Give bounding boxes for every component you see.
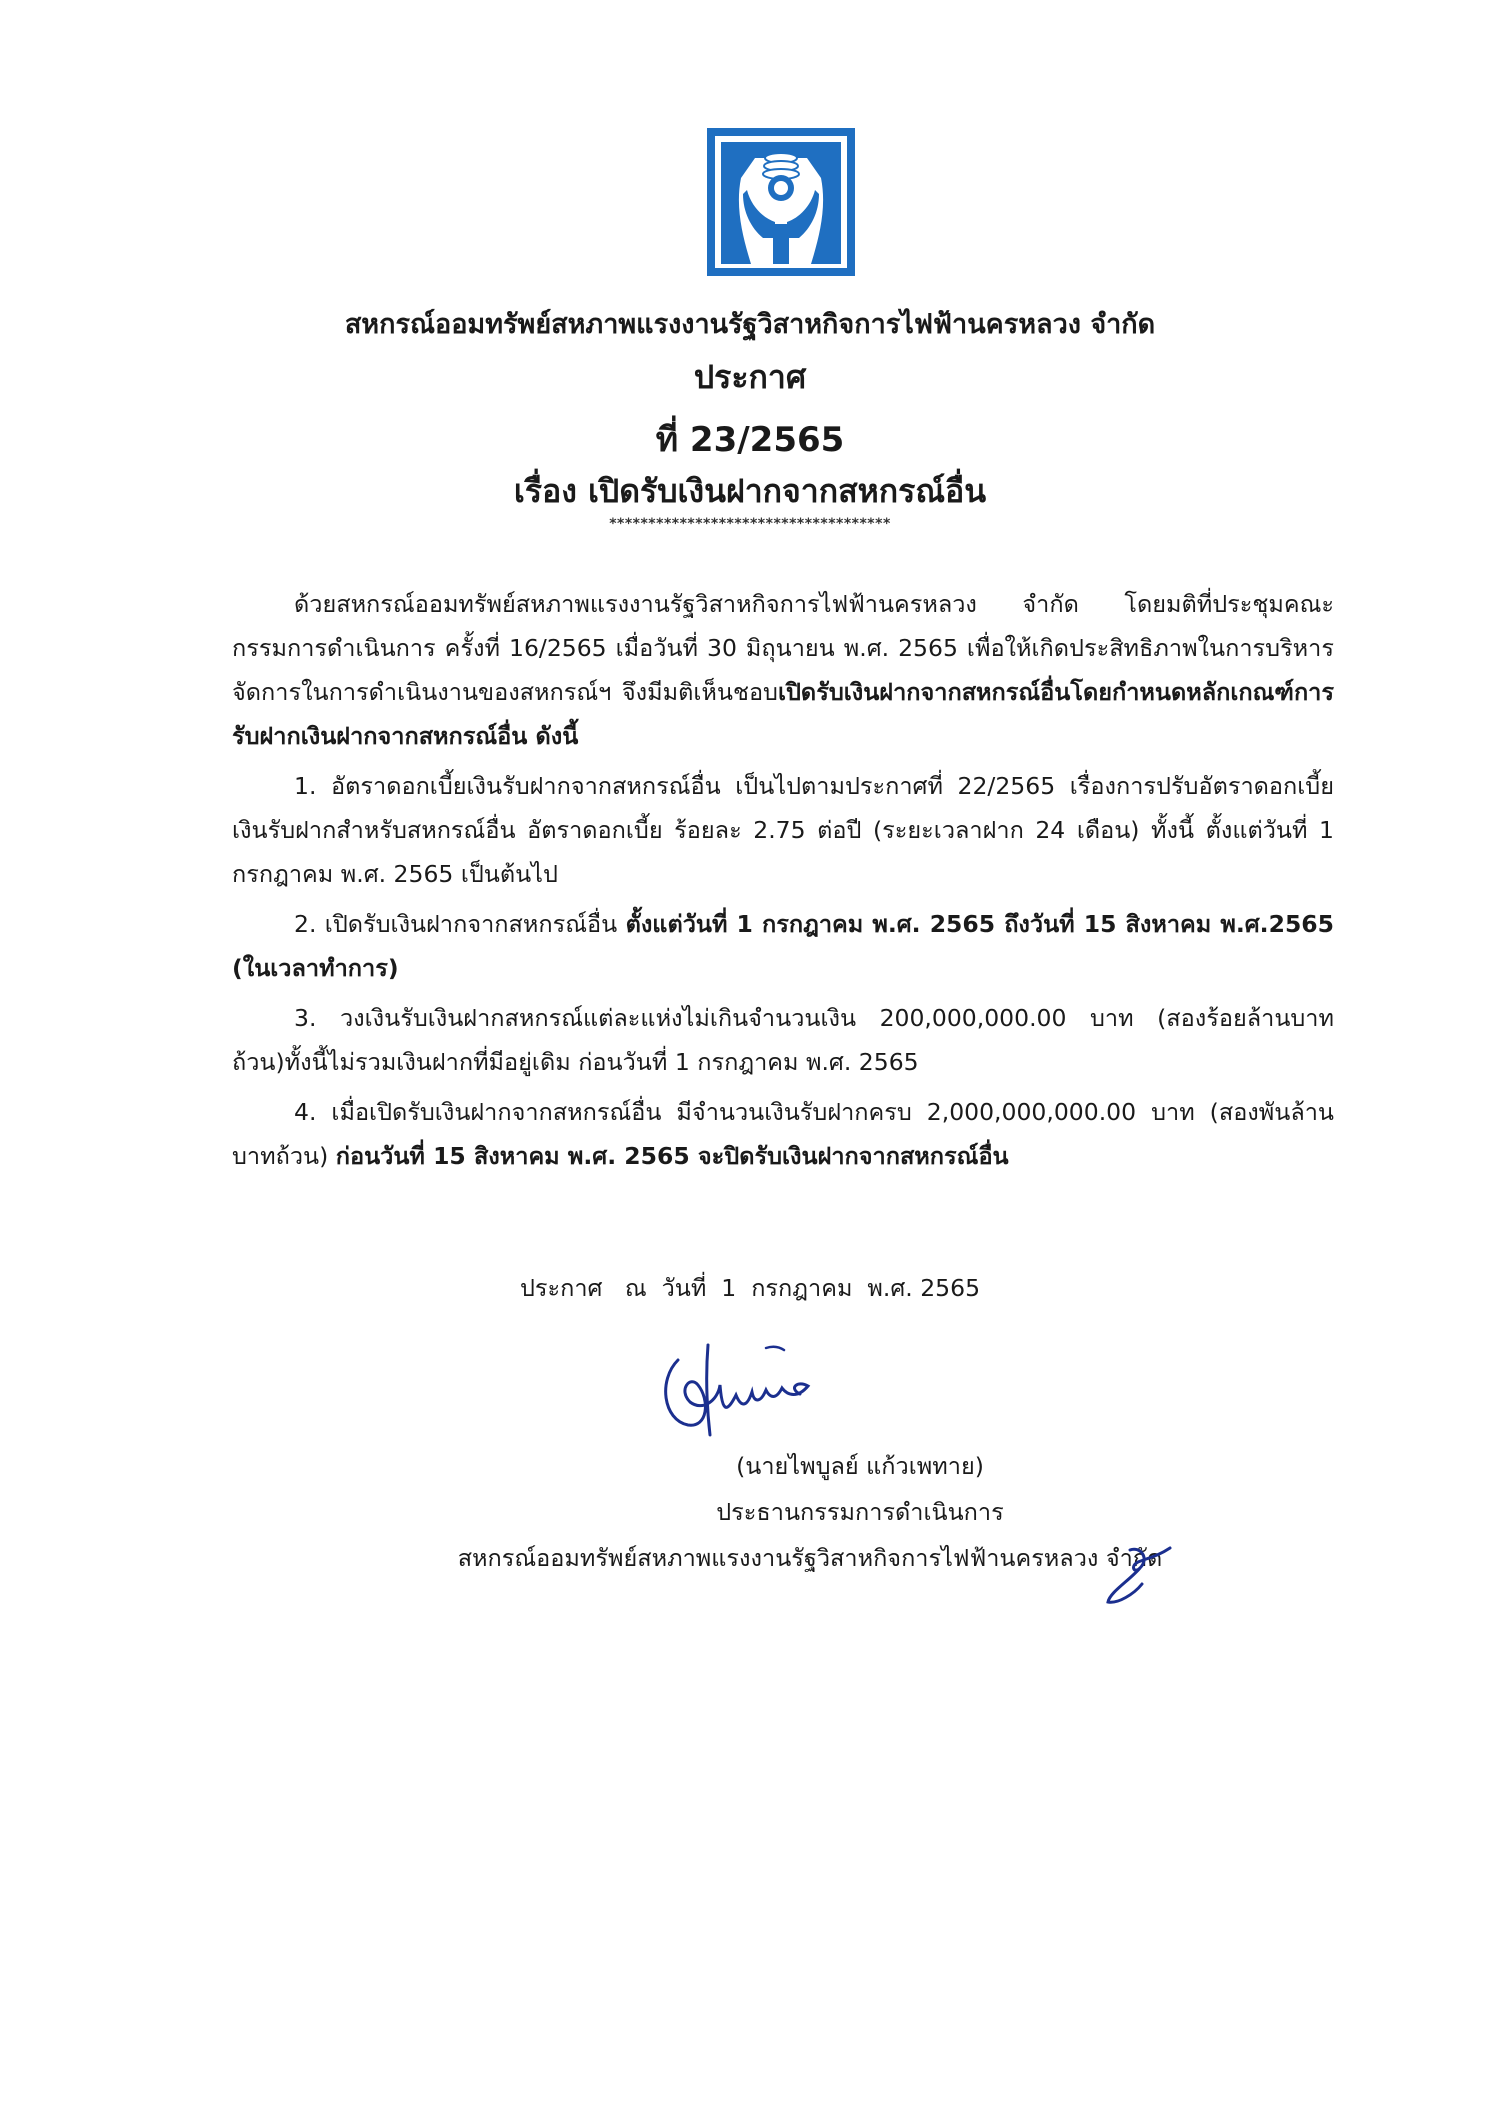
item-4-text: 4. เมื่อเปิดรับเงินฝากจากสหกรณ์อื่น มีจำนวนเงินรับฝากครบ 2,000,000,000.00 บาท (สองพันล้านบาทถ้วน) (232, 1098, 1334, 1170)
signatory-name: (นายไพบูลย์ แก้วเพทาย) (736, 1452, 984, 1480)
organization-title: สหกรณ์ออมทรัพย์สหภาพแรงงานรัฐวิสาหกิจการไฟฟ้านครหลวง จำกัด (344, 309, 1156, 340)
intro-bold-text: เปิดรับเงินฝากจากสหกรณ์อื่นโดยกำหนดหลักเกณฑ์การรับฝากเงินฝากจากสหกรณ์อื่น ดังนี้ (232, 678, 1334, 750)
signatory-organization: สหกรณ์ออมทรัพย์สหภาพแรงงานรัฐวิสาหกิจการไฟฟ้านครหลวง จำกัด (457, 1544, 1163, 1572)
item-4-bold-text: ก่อนวันที่ 15 สิงหาคม พ.ศ. 2565 จะปิดรับเงินฝากจากสหกรณ์อื่น (335, 1142, 1009, 1170)
announcement-body (232, 582, 1334, 1184)
item-2-text: 2. เปิดรับเงินฝากจากสหกรณ์อื่น (294, 910, 626, 938)
initial-mark (1100, 1540, 1180, 1612)
item-1 (232, 764, 1334, 896)
initials-icon (1100, 1540, 1180, 1612)
item-1-text: 1. อัตราดอกเบี้ยเงินรับฝากจากสหกรณ์อื่น เป็นไปตามประกาศที่ 22/2565 เรื่องการปรับอัตราดอกเบี้ยเงินรับฝากสำหรับสหกรณ์อื่น อัตราดอกเบี้ย ร้อยละ 2.75 ต่อปี (ระยะเวลาฝาก 24 เดือน) ทั้งนี้ ตั้งแต่วันที่ 1 กรกฎาคม พ.ศ. 2565 เป็นต้นไป (232, 772, 1334, 888)
item-4 (232, 1090, 1334, 1178)
item-2 (232, 902, 1334, 990)
item-2-bold-text: ตั้งแต่วันที่ 1 กรกฎาคม พ.ศ. 2565 ถึงวันที่ 15 สิงหาคม พ.ศ.2565 (ในเวลาทำการ) (232, 910, 1335, 982)
asterisk-divider: ************************************ (609, 516, 891, 532)
announcement-number: ที่ 23/2565 (655, 420, 845, 460)
announcement-subject: เรื่อง เปิดรับเงินฝากจากสหกรณ์อื่น (513, 472, 987, 510)
signature-icon (648, 1340, 838, 1450)
handwritten-signature (648, 1340, 838, 1450)
signatory-position: ประธานกรรมการดำเนินการ (716, 1498, 1004, 1526)
intro-paragraph (232, 582, 1334, 758)
announcement-date: ประกาศ ณ วันที่ 1 กรกฎาคม พ.ศ. 2565 (519, 1274, 981, 1302)
item-3 (232, 996, 1334, 1084)
intro-text: ด้วยสหกรณ์ออมทรัพย์สหภาพแรงงานรัฐวิสาหกิจการไฟฟ้านครหลวง จำกัด โดยมติที่ประชุมคณะกรรมการดำเนินการ ครั้งที่ 16/2565 เมื่อวันที่ 30 มิถุนายน พ.ศ. 2565 เพื่อให้เกิดประสิทธิภาพในการบริหารจัดการในการดำเนินงานของสหกรณ์ฯ จึงมีมติเห็นชอบ (232, 590, 1334, 706)
item-3-text: 3. วงเงินรับเงินฝากสหกรณ์แต่ละแห่งไม่เกินจำนวนเงิน 200,000,000.00 บาท (สองร้อยล้านบาทถ้วน)ทั้งนี้ไม่รวมเงินฝากที่มีอยู่เดิม ก่อนวันที่ 1 กรกฎาคม พ.ศ. 2565 (232, 1004, 1334, 1076)
hands-coins-logo-icon (707, 128, 855, 276)
cooperative-logo (707, 128, 855, 276)
announcement-heading: ประกาศ (693, 358, 807, 396)
